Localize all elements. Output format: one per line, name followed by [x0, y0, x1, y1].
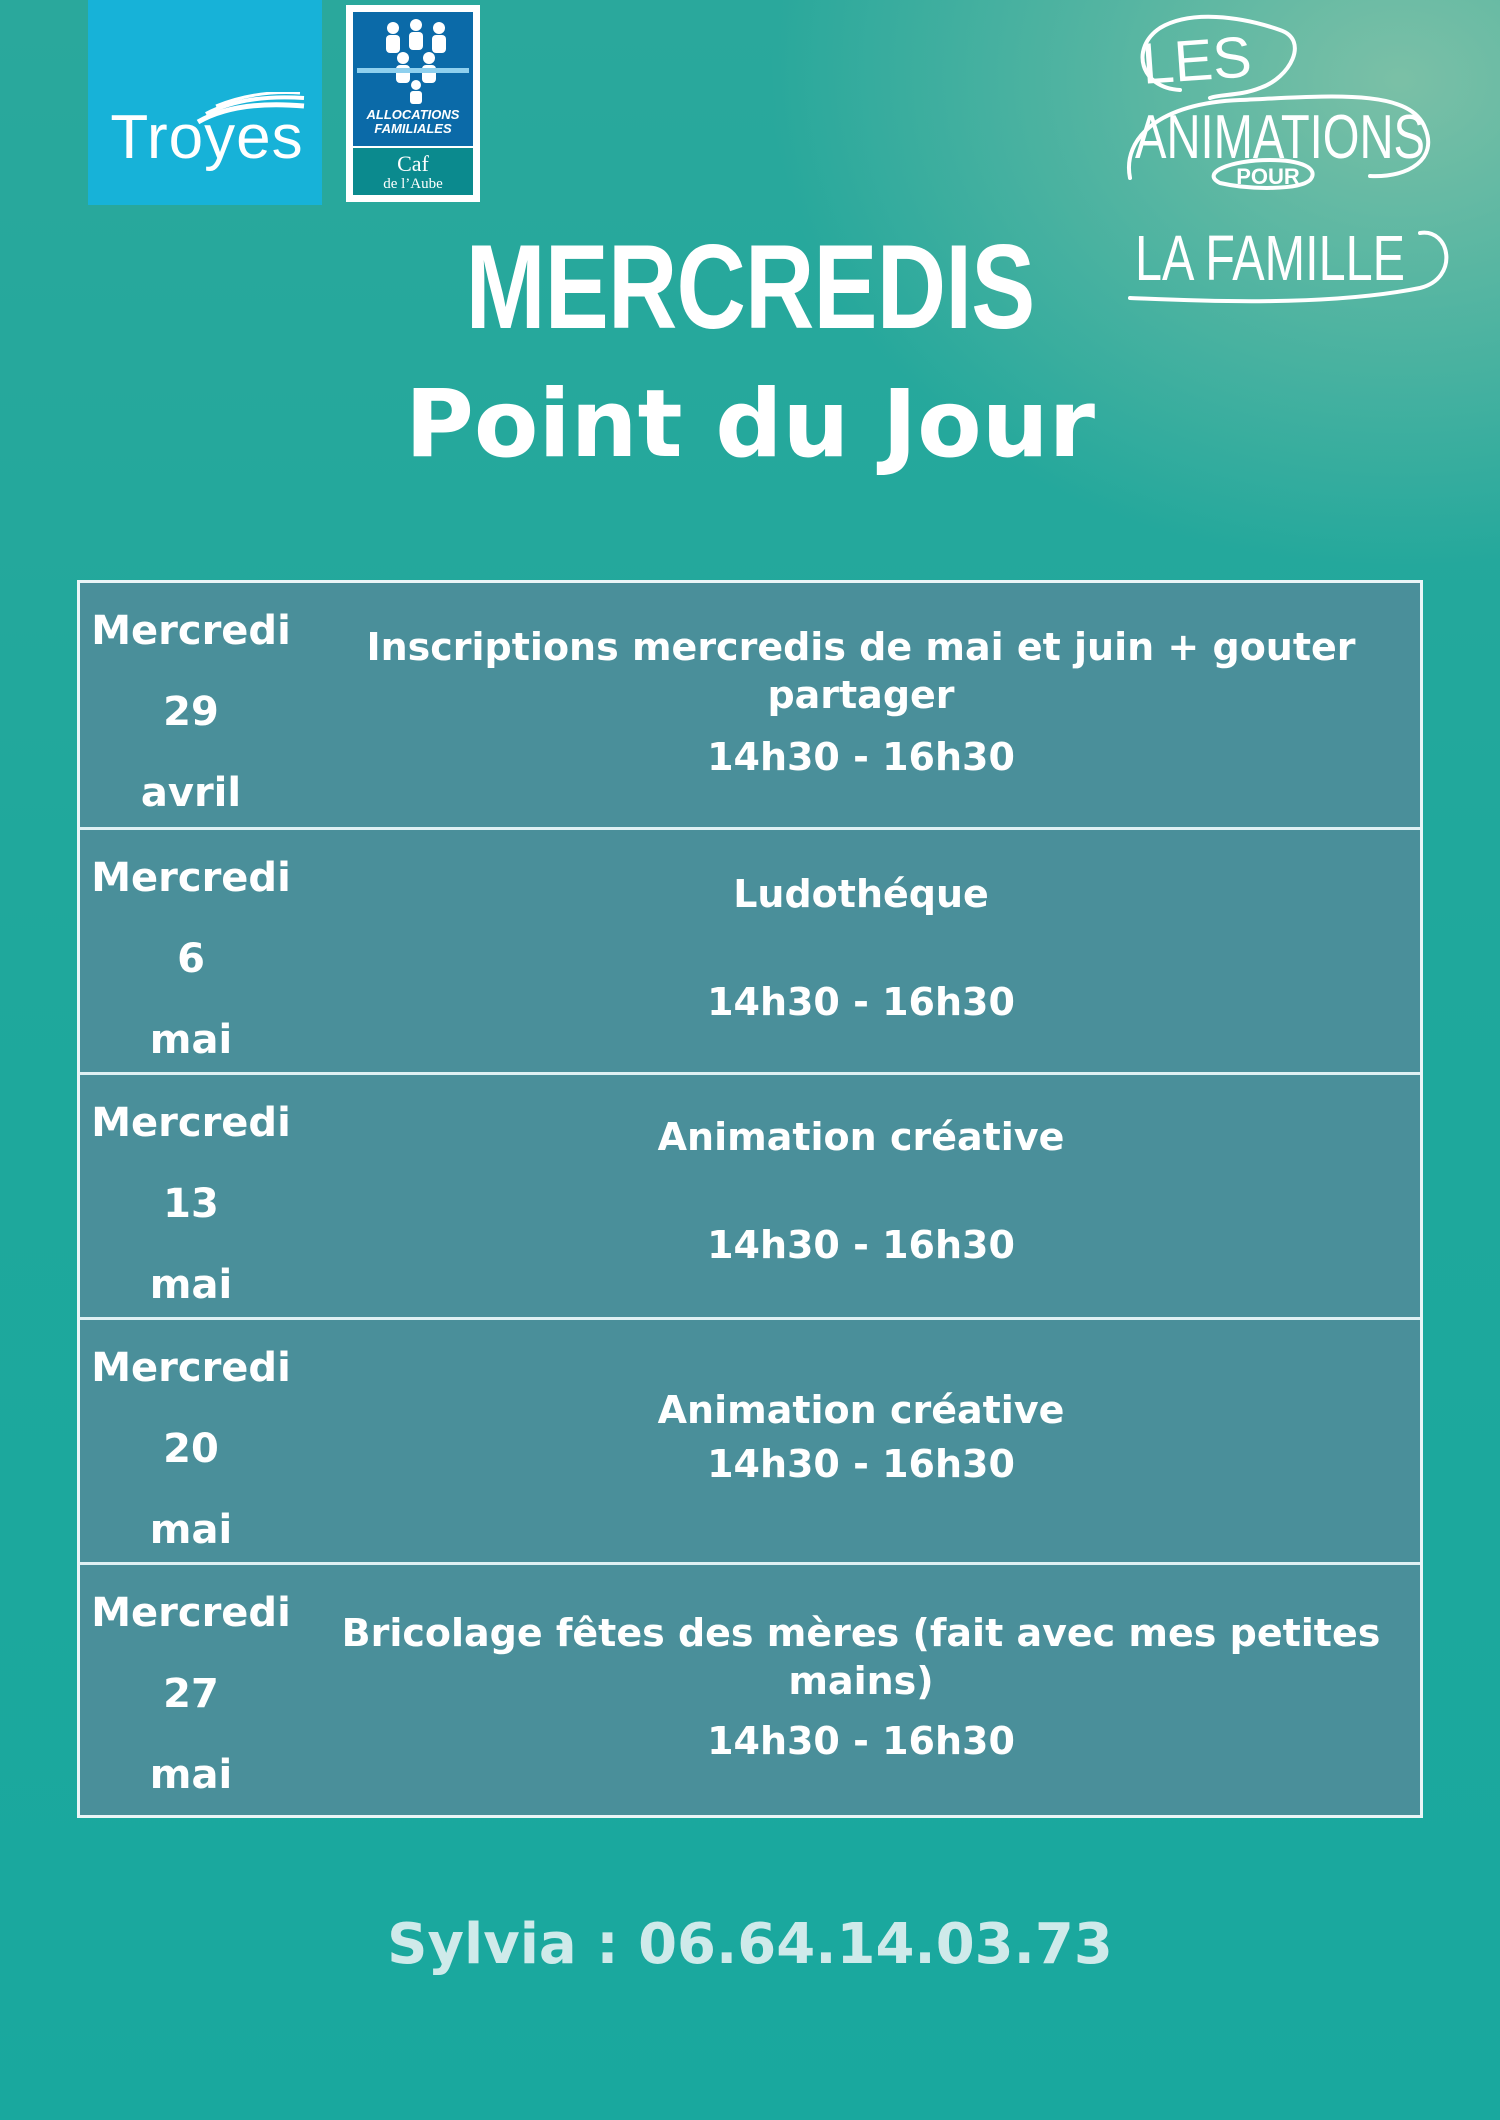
troyes-logo-text: Troyes — [110, 103, 304, 172]
page-subtitle: Point du Jour — [404, 370, 1096, 479]
date-day: Mercredi — [91, 1590, 291, 1636]
event-title: Bricolage fêtes des mères (fait avec mes petites mains) — [341, 1611, 1381, 1703]
row-date — [80, 838, 302, 1081]
animations-logo-animations: ANIMATIONS — [1135, 103, 1425, 172]
event-time: 14h30 - 16h30 — [707, 1442, 1015, 1486]
date-month: mai — [149, 1262, 233, 1308]
page-title: MERCREDIS — [465, 220, 1035, 354]
date-month: mai — [149, 1507, 233, 1553]
schedule-row — [80, 830, 1420, 1075]
date-number: 27 — [163, 1671, 219, 1717]
date-day: Mercredi — [91, 608, 291, 654]
date-number: 20 — [163, 1426, 219, 1472]
animations-logo-les: LES — [1139, 24, 1254, 97]
date-month: mai — [149, 1752, 233, 1798]
caf-logo-line1: ALLOCATIONS — [366, 107, 460, 122]
schedule-row — [80, 1075, 1420, 1320]
family-figures-icon — [353, 14, 479, 106]
event-time: 14h30 - 16h30 — [707, 1719, 1015, 1763]
row-date — [80, 591, 302, 834]
row-date — [80, 1083, 302, 1326]
row-date — [80, 1573, 302, 1816]
schedule-table — [77, 580, 1423, 1818]
contact-info: Sylvia : 06.64.14.03.73 — [387, 1912, 1113, 1977]
event-title: Animation créative — [657, 1388, 1065, 1432]
caf-logo-allocations — [353, 108, 473, 136]
date-month: mai — [149, 1017, 233, 1063]
caf-logo-bottom — [353, 148, 473, 195]
date-day: Mercredi — [91, 1345, 291, 1391]
troyes-logo — [88, 0, 322, 205]
caf-logo-name: Caf — [397, 151, 429, 176]
animations-logo-pour: POUR — [1236, 164, 1300, 189]
caf-logo-bar — [357, 68, 469, 73]
event-time: 14h30 - 16h30 — [707, 1223, 1015, 1267]
date-number: 6 — [177, 936, 205, 982]
caf-logo-region: de l’Aube — [383, 176, 443, 192]
date-number: 13 — [163, 1181, 219, 1227]
date-month: avril — [140, 770, 242, 816]
event-time: 14h30 - 16h30 — [707, 980, 1015, 1024]
caf-logo — [346, 5, 480, 202]
date-day: Mercredi — [91, 1100, 291, 1146]
schedule-row — [80, 1320, 1420, 1565]
date-number: 29 — [163, 689, 219, 735]
caf-logo-line2: FAMILIALES — [374, 121, 452, 136]
event-title: Animation créative — [657, 1115, 1065, 1159]
event-title: Ludothéque — [733, 872, 989, 916]
schedule-row — [80, 583, 1420, 830]
event-time: 14h30 - 16h30 — [707, 735, 1015, 779]
caf-logo-top — [353, 12, 473, 146]
animations-logo-famille: LA FAMILLE — [1135, 222, 1405, 294]
date-day: Mercredi — [91, 855, 291, 901]
row-date — [80, 1328, 302, 1571]
event-title: Inscriptions mercredis de mai et juin + gouter partager — [366, 625, 1356, 717]
schedule-row — [80, 1565, 1420, 1815]
